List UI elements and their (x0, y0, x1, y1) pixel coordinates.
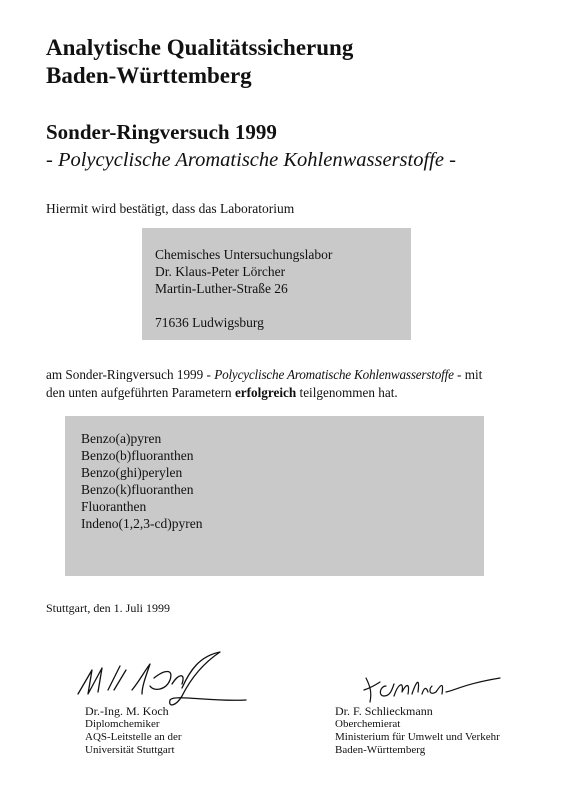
signature-koch-icon (70, 650, 250, 712)
signatory-left-name: Dr.-Ing. M. Koch (85, 704, 169, 718)
parameters-box (65, 416, 484, 576)
laboratory-city: 71636 Ludwigsburg (155, 315, 264, 330)
laboratory-address-box (142, 228, 411, 340)
signatory-right-name: Dr. F. Schlieckmann (335, 704, 433, 718)
laboratory-person: Dr. Klaus-Peter Lörcher (155, 264, 286, 279)
participation-line2-prefix: den unten aufgeführten Parametern (46, 385, 235, 400)
document-subtitle: - Polycyclische Aromatische Kohlenwasserstoffe - (46, 149, 456, 171)
signatory-right (335, 704, 500, 757)
laboratory-name: Chemisches Untersuchungslabor (155, 247, 333, 262)
document-title: Sonder-Ringversuch 1999 (46, 120, 277, 144)
signatory-left-line1: Diplomchemiker (85, 718, 160, 730)
signatory-left-line3: Universität Stuttgart (85, 744, 175, 756)
place-date: Stuttgart, den 1. Juli 1999 (46, 601, 170, 615)
parameters-list (81, 430, 202, 532)
participation-italic: Polycyclische Aromatische Kohlenwasserstoffe (214, 367, 454, 382)
parameter-item: Benzo(b)fluoranthen (81, 448, 194, 463)
signatory-left (85, 704, 182, 757)
laboratory-street: Martin-Luther-Straße 26 (155, 281, 288, 296)
participation-line2 (46, 384, 546, 402)
participation-statement (46, 366, 546, 402)
parameter-item: Benzo(k)fluoranthen (81, 482, 194, 497)
participation-line1 (46, 366, 546, 384)
signatory-left-line2: AQS-Leitstelle an der (85, 731, 182, 743)
signature-schlieckmann-icon (360, 672, 510, 706)
parameter-item: Indeno(1,2,3-cd)pyren (81, 516, 203, 531)
participation-success: erfolgreich (234, 385, 297, 400)
parameter-item: Benzo(a)pyren (81, 431, 162, 446)
organization-title (46, 34, 353, 90)
participation-prefix: am Sonder-Ringversuch 1999 - (46, 367, 215, 382)
participation-line2-suffix: teilgenommen hat. (296, 385, 398, 400)
parameter-item: Benzo(ghi)perylen (81, 465, 183, 480)
signatory-right-line3: Baden-Württemberg (335, 744, 426, 756)
organization-title-line1: Analytische Qualitätssicherung (46, 35, 354, 60)
organization-title-line2: Baden-Württemberg (46, 63, 252, 88)
parameter-item: Fluoranthen (81, 499, 147, 514)
participation-suffix: - mit (453, 367, 483, 382)
confirmation-text: Hiermit wird bestätigt, dass das Laboratorium (46, 201, 295, 216)
signatory-right-line1: Oberchemierat (335, 718, 401, 730)
signatory-right-line2: Ministerium für Umwelt und Verkehr (335, 731, 500, 743)
